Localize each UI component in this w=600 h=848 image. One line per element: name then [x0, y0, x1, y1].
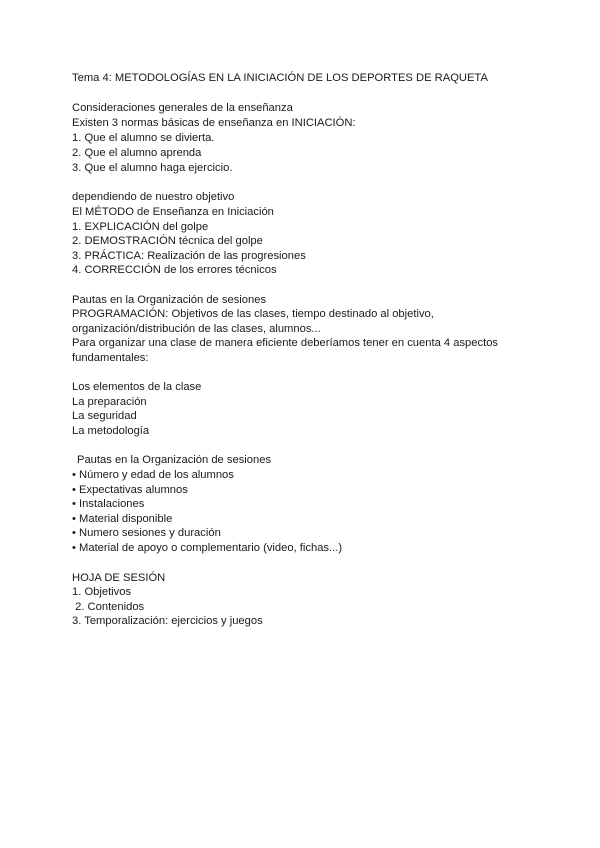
norms-intro: Existen 3 normas básicas de enseñanza en INICIACIÓN:	[72, 117, 356, 129]
list-item: Los elementos de la clase	[72, 381, 202, 393]
list-item: 2. Que el alumno aprenda	[72, 147, 202, 159]
list-item: 2. DEMOSTRACIÓN técnica del golpe	[72, 235, 263, 247]
session-sheet-heading: HOJA DE SESIÓN	[72, 572, 166, 584]
method-heading: El MÉTODO de Enseñanza en Iniciación	[72, 206, 274, 218]
list-item: 3. PRÁCTICA: Realización de las progresiones	[72, 250, 306, 262]
list-item: 1. Que el alumno se divierta.	[72, 132, 215, 144]
objective-note: dependiendo de nuestro objetivo	[72, 191, 235, 203]
list-item: La preparación	[72, 396, 147, 408]
bullet-item: • Instalaciones	[72, 498, 145, 510]
list-item: La metodología	[72, 425, 150, 437]
programacion-line: PROGRAMACIÓN: Objetivos de las clases, tiempo destinado al objetivo,	[72, 308, 434, 320]
list-item: 4. CORRECCIÓN de los errores técnicos	[72, 264, 277, 276]
list-item: 1. Objetivos	[72, 586, 132, 598]
bullet-item: • Material de apoyo o complementario (video, fichas...)	[72, 542, 343, 554]
document-title: Tema 4: METODOLOGÍAS EN LA INICIACIÓN DE LOS DEPORTES DE RAQUETA	[72, 72, 488, 84]
list-item: 3. Que el alumno haga ejercicio.	[72, 162, 233, 174]
organize-line: Para organizar una clase de manera eficiente deberíamos tener en cuenta 4 aspectos	[72, 337, 499, 349]
section-heading-considerations: Consideraciones generales de la enseñanza	[72, 102, 293, 114]
section-heading-sessions: Pautas en la Organización de sesiones	[72, 294, 267, 306]
list-item: La seguridad	[72, 410, 137, 422]
bullet-item: • Numero sesiones y duración	[72, 527, 221, 539]
bullet-item: • Número y edad de los alumnos	[72, 469, 234, 481]
section-heading-sessions-2: Pautas en la Organización de sesiones	[77, 454, 272, 466]
list-item: 1. EXPLICACIÓN del golpe	[72, 221, 209, 233]
list-item: 2. Contenidos	[72, 601, 145, 613]
programacion-line: organización/distribución de las clases, alumnos...	[72, 323, 321, 335]
bullet-item: • Material disponible	[72, 513, 173, 525]
list-item: 3. Temporalización: ejercicios y juegos	[72, 615, 263, 627]
organize-line: fundamentales:	[72, 352, 149, 364]
bullet-item: • Expectativas alumnos	[72, 484, 188, 496]
